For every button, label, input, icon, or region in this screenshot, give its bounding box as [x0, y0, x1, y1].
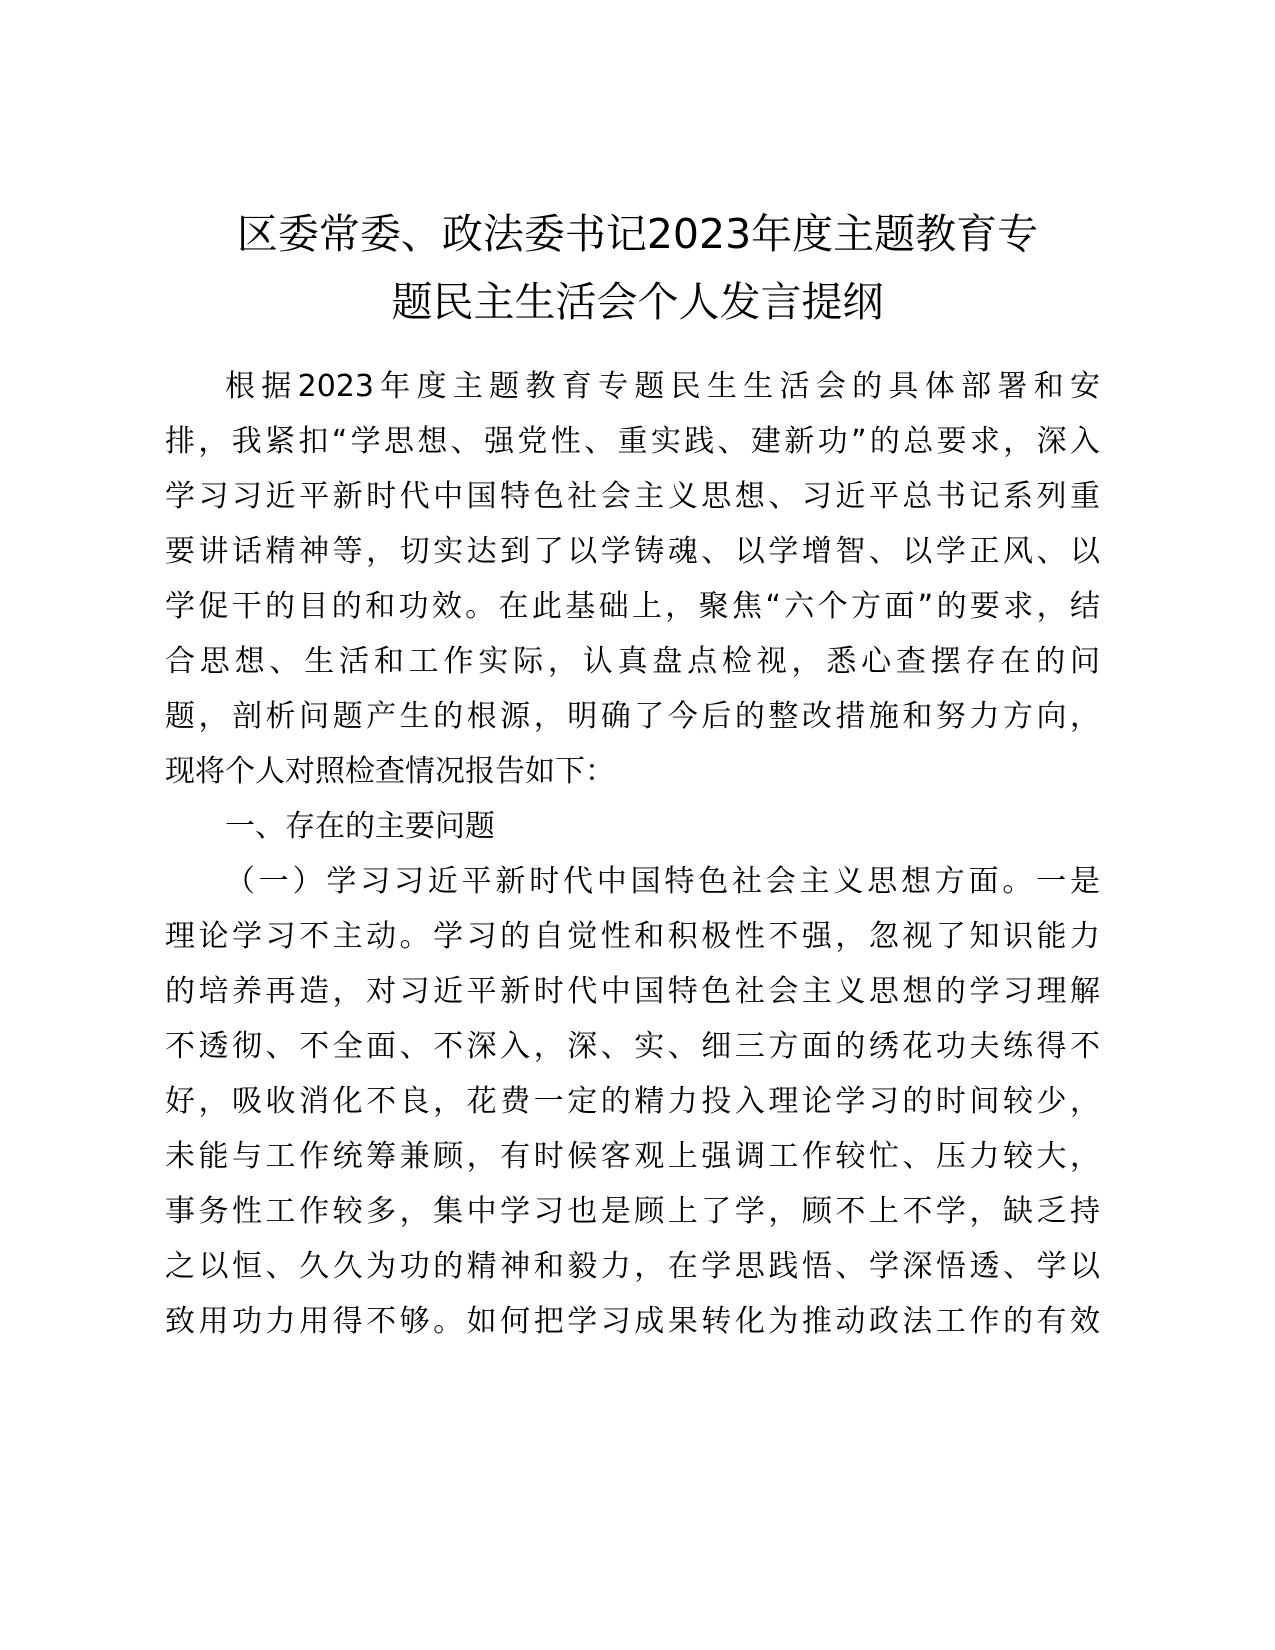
- paragraph-line-14: 未能与工作统筹兼顾，有时候客观上强调工作较忙、压力较大，: [165, 1139, 1100, 1174]
- title-line-2: 题民主生活会个人发言提纲: [391, 278, 884, 326]
- paragraph-line-11: 的培养再造，对习近平新时代中国特色社会主义思想的学习理解: [165, 974, 1100, 1009]
- paragraph-line-3: 学习习近平新时代中国特色社会主义思想、习近平总书记系列重: [165, 479, 1100, 514]
- title-line-1: 区委常委、政法委书记2023年度主题教育专: [236, 210, 1039, 258]
- paragraph-line-1: 根据2023年度主题教育专题民生生活会的具体部署和安: [225, 369, 1100, 404]
- paragraph-line-9: （一）学习习近平新时代中国特色社会主义思想方面。一是: [225, 864, 1100, 899]
- paragraph-line-5: 学促干的目的和功效。在此基础上，聚焦“六个方面”的要求，结: [165, 589, 1100, 624]
- paragraph-line-8: 现将个人对照检查情况报告如下：: [165, 754, 615, 789]
- section-heading: 一、存在的主要问题: [225, 809, 495, 844]
- paragraph-line-17: 致用功力用得不够。如何把学习成果转化为推动政法工作的有效: [165, 1304, 1100, 1339]
- document-title: [165, 200, 1110, 336]
- paragraph-line-12: 不透彻、不全面、不深入，深、实、细三方面的绣花功夫练得不: [165, 1029, 1100, 1064]
- paragraph-line-7: 题，剖析问题产生的根源，明确了今后的整改措施和努力方向，: [165, 699, 1100, 734]
- paragraph-line-10: 理论学习不主动。学习的自觉性和积极性不强，忽视了知识能力: [165, 919, 1100, 954]
- paragraph-line-6: 合思想、生活和工作实际，认真盘点检视，悉心查摆存在的问: [165, 644, 1100, 679]
- paragraph-line-13: 好，吸收消化不良，花费一定的精力投入理论学习的时间较少，: [165, 1084, 1100, 1119]
- paragraph-line-4: 要讲话精神等，切实达到了以学铸魂、以学增智、以学正风、以: [165, 534, 1100, 569]
- paragraph-line-16: 之以恒、久久为功的精神和毅力，在学思践悟、学深悟透、学以: [165, 1249, 1100, 1284]
- paragraph-line-15: 事务性工作较多，集中学习也是顾上了学，顾不上不学，缺乏持: [165, 1194, 1100, 1229]
- paragraph-line-2: 排，我紧扣“学思想、强党性、重实践、建新功”的总要求，深入: [165, 424, 1100, 459]
